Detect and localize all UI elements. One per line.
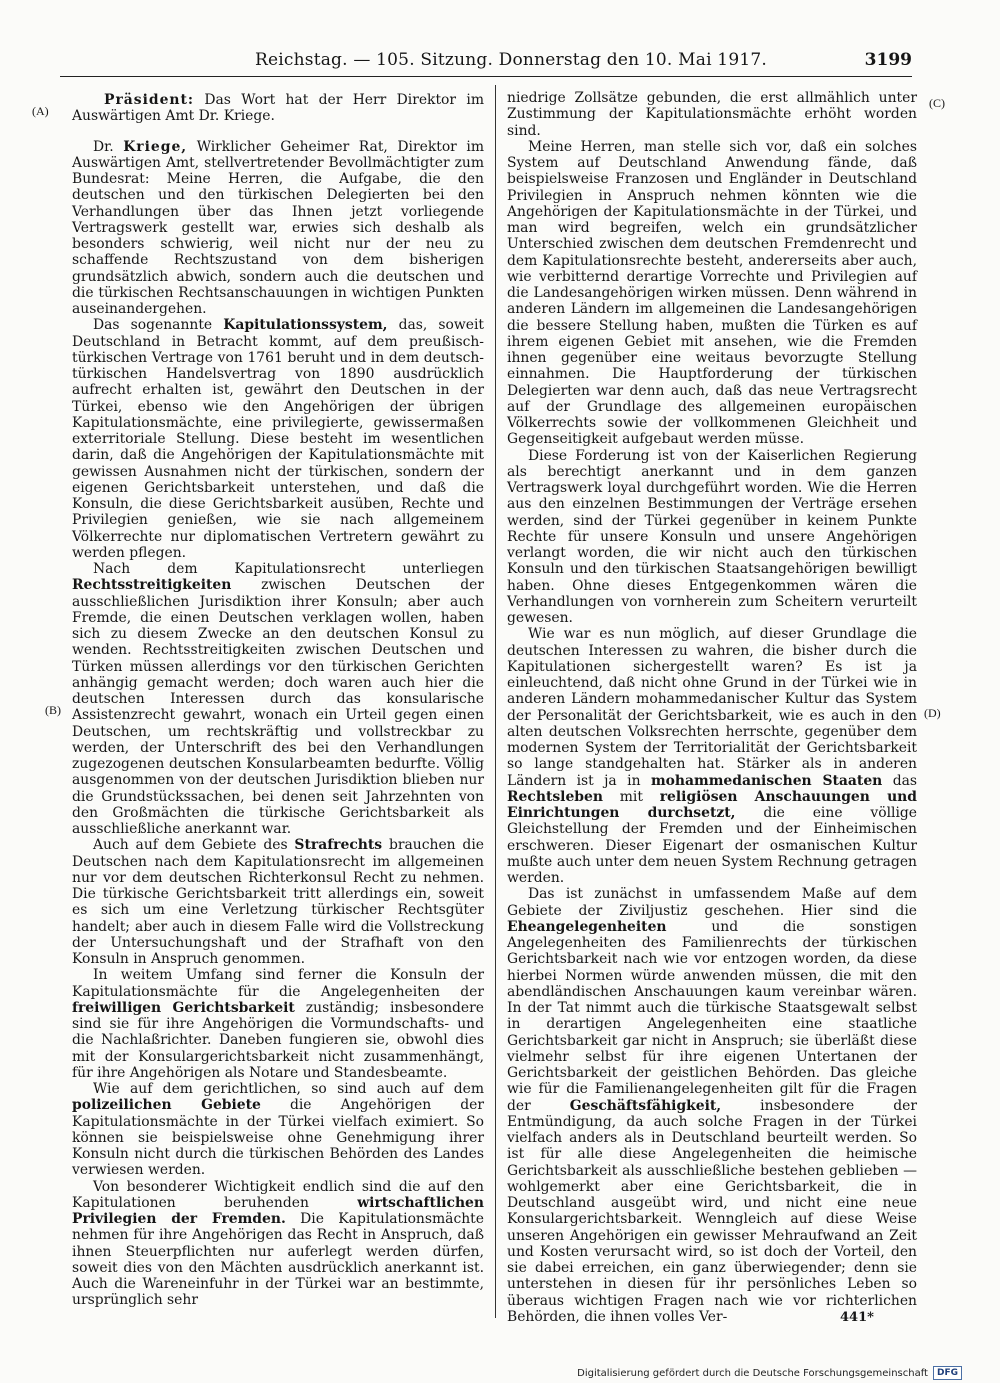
left-column [72,92,484,1309]
emphasis: mohammedanischen Staaten [650,772,883,789]
paragraph [72,837,484,967]
speech-text: Nach dem Kapitulationsrecht unterliegen [93,561,484,577]
speech-text: Das Wort hat der Herr Direktor im Auswärtigen Amt Dr. Kriege. [72,92,484,125]
column-divider [495,85,496,1318]
emphasis: Strafrechts [294,837,383,854]
speech-text: Auch auf dem Gebiete des [93,837,295,854]
paragraph [72,1081,484,1179]
speech-text: Wie war es nun möglich, auf dieser Grundlage die deutschen Interessen zu wahren, die bisher durch die Kapitulationen sichergestellt waren? Es ist ja einleuchtend, daß nicht ohne Grund in der Türkei wie in anderen Ländern mohammedanischer Kultur das System der Personalität der Gerichtsbarkeit, wie es auch in den alten deutschen Volksrechten herrschte, gegenüber dem modernen System der Territorialität der Gerichtsbarkeit so lange standgehalten hat. Stärker als in anderen Ländern ist ja in [507,626,917,789]
paragraph [72,139,484,318]
speaker-name: Kriege, [123,138,188,155]
margin-marker-c: (C) [929,96,945,110]
paragraph [507,886,917,1325]
speech-text: zwischen Deutschen der ausschließlichen Jurisdiktion ihrer Konsuln; aber auch Fremde, die einen Deutschen verklagen wollen, haben sich zu diesem Zwecke an den deutschen Konsul zu wenden. Rechtsstreitigkeiten zwischen Deutschen und Türken müssen allerdings vor den türkischen Gerichten anhängig gemacht werden; doch waren auch hier die deutschen Interessen durch das konsularische Assistenzrecht gewahrt, wonach ein Urteil gegen einen Deutschen, um rechtskräftig und vollstreckbar zu werden, der Unterschrift des bei den Verhandlungen zugezogenen deutschen Konsularbeamten bedurfte. Völlig ausgenommen von der deutschen Jurisdiktion blieben nur die Grundstückssachen, bei denen seit Jahrzehnten von den Großmächten die türkische Gerichtsbarkeit als ausschließliche anerkannt war. [72,577,484,837]
speech-text: insbesondere der Entmündigung, da auch solche Fragen in der Türkei vielfach anders als in Deutschland beurteilt werden. So ist für alle diese Angelegenheiten die heimische Gerichtsbarkeit als ausschließliche bestehen geblieben — wohlgemerkt aber eine Gerichtsbarkeit, die in Deutschland ausgeübt wird, und nicht eine neue Konsulargerichtsbarkeit. Wenngleich auf diese Weise unseren Angehörigen ein gewisser Mehraufwand an Zeit und Kosten verursacht wird, so ist doch der Vorteil, den sie dabei erreichen, ein ganz überwiegender; denn sie unterstehen in diesen für ihr persönliches Leben so überaus wichtigen Fragen nach wie vor richterlichen Behörden, die ihnen volles Ver- [507,1097,918,1325]
speech-text: Das ist zunächst in umfassendem Maße auf dem Gebiete der Ziviljustiz geschehen. Hier sind die [507,886,917,919]
paragraph [507,90,917,139]
speaker-name: Präsident: [104,92,195,108]
margin-marker-d: (D) [924,706,941,720]
page-number: 3199 [864,50,912,70]
speech-text: Von besonderer Wichtigkeit endlich sind die auf den Kapitulationen beruhenden [72,1178,484,1211]
emphasis: religiösen Anschauungen und Einrichtungen durchsetzt, [507,788,917,821]
speech-text: Diese Forderung ist von der Kaiserlichen Regierung als berechtigt anerkannt und in dem ganzen Vertragswerk loyal durchgeführt worden. Wie die Herren aus den einzelnen Bestimmungen der Verträge ersehen werden, sind der Türkei gegenüber in keinem Punkte Rechte für unsere Konsuln und unsere Angehörigen verlangt worden, die wir nicht auch den türkischen Konsuln und den türkischen Staatsangehörigen bewilligt haben. Ohne dieses Entgegenkommen wären die Verhandlungen von vornherein zum Scheitern verurteilt gewesen. [507,447,917,626]
speech-text: das, soweit Deutschland in Betracht kommt, auf dem preußisch-türkischen Vertrage von 1761 beruht und in dem deutsch-türkischen Handelsvertrag von 1890 ausdrücklich aufrecht erhalten ist, gewährt den Deutschen in der Türkei, ebenso wie den Angehörigen der übrigen Kapitulationsmächte, eine privilegierte, gewissermaßen exterritoriale Stellung. Diese besteht im wesentlichen darin, daß die Angehörigen der Kapitulationsmächte mit gewissen Ausnahmen nicht der türkischen, sondern der eigenen Gerichtsbarkeit unterstehen, und daß die Konsuln, die diese Gerichtsbarkeit ausüben, Rechte und Privilegien genießen, wie sie nach allgemeinem Völkerrechte nur diplomatischen Vertretern gewährt zu werden pflegen. [72,317,484,561]
emphasis: Kapitulationssystem, [223,317,388,334]
speech-text: das [882,772,917,789]
emphasis: Geschäftsfähigkeit, [569,1097,722,1114]
speech-text: Das sogenannte [93,317,224,334]
speech-text: Die Kapitulationsmächte nehmen für ihre Angehörigen das Recht in Anspruch, daß ihnen Steuerpflichten nur auferlegt werden dürfen, soweit dies von den Mächten ausdrücklich anerkannt ist. Auch die Wareneinfuhr in der Türkei war an bestimmte, ursprünglich sehr [72,1211,484,1309]
margin-marker-b: (B) [45,703,61,717]
speech-text: die Angehörigen der Kapitulationsmächte in der Türkei vielfach eximiert. So können sie beispielsweise ohne Genehmigung ihrer Konsuln nicht durch die türkischen Behörden des Landes verwiesen werden. [72,1097,484,1179]
speech-text: die eine völlige Gleichstellung der Fremden und der Einheimischen erschweren. Dieser Eigenart der osmanischen Kultur mußte auch unter dem neuen System Rechnung getragen werden. [507,805,918,886]
paragraph [72,967,484,1081]
speech-text: niedrige Zollsätze gebunden, die erst allmählich unter Zustimmung der Kapitulationsmächte erhöht worden sind. [507,90,917,139]
emphasis: polizeilichen Gebiete [72,1097,261,1114]
emphasis: Eheangelegenheiten [507,918,667,935]
running-header [60,50,912,74]
paragraph [507,139,917,448]
speech-text: Wirklicher Geheimer Rat, Direktor im Auswärtigen Amt, stellvertretender Bevollmächtigter zum Bundesrat: Meine Herren, die Aufgabe, die den deutschen und den türkischen Delegierten bei den Verhandlungen über das Ihnen jetzt vorliegende Vertragswerk gestellt war, erwies sich deshalb als besonders schwierig, weil nicht nur der neu zu schaffende Rechtszustand von dem bisherigen grundsätzlich abwich, sondern auch die deutschen und die türkischen Rechtsanschauungen in wichtigen Punkten auseinandergehen. [72,138,484,317]
sheet-signature: 441* [840,1310,874,1325]
footer-credit: Digitalisierung gefördert durch die Deutsche Forschungsgemeinschaft [577,1367,928,1379]
paragraph [507,626,917,886]
paragraph [72,92,484,125]
speech-text: In weitem Umfang sind ferner die Konsuln der Kapitulationsmächte für die Angelegenheiten der [72,967,484,1000]
running-title: Reichstag. — 105. Sitzung. Donnerstag den 10. Mai 1917. [255,50,767,70]
emphasis: Rechtsleben [507,788,603,805]
paragraph [72,317,484,561]
speech-text: und die sonstigen Angelegenheiten des Familienrechts der türkischen Gerichtsbarkeit nach wie vor entzogen worden, da diese hierbei Normen würde anwenden müssen, die mit den abendländischen Anschauungen kaum vereinbar wären. In der Tat nimmt auch die türkische Staatsgewalt selbst in derartigen Angelegenheiten eine staatliche Gerichtsbarkeit gar nicht in Anspruch; sie überläßt diese vielmehr selbst für ihre eigenen Untertanen der Gerichtsbarkeit der geistlichen Behörden. Das gleiche wie für die Familienangelegenheiten gilt für die Fragen der [507,918,917,1114]
margin-marker-a: (A) [32,104,49,118]
digitization-footer [577,1366,962,1380]
speech-text: Meine Herren, man stelle sich vor, daß ein solches System auf Deutschland Anwendung fände, daß beispielsweise Franzosen und Engländer in Deutschland Privilegien in Anspruch nehmen könnten wie die Angehörigen der Kapitulationsmächte in der Türkei, und man wird begreifen, welch ein grundsätzlicher Unterschied zwischen dem deutschen Fremdenrecht und dem Kapitulationsrechte besteht, andererseits aber auch, wie verbitternd derartige Vorrechte und Privilegien auf die Landesangehörigen wirken müssen. Denn während in anderen Ländern im allgemeinen die Landesangehörigen die bessere Stellung haben, mußten die Türken es auf ihrem eigenen Gebiet mit ansehen, wie die Fremden ihnen gegenüber eine weitaus bevorzugte Stellung einnahmen. Die Hauptforderung der türkischen Delegierten war denn auch, daß das neue Vertragsrecht auf der Grundlage des allgemeinen europäischen Völkerrechts sowie der vollkommenen Gleichheit und Gegenseitigkeit aufgebaut werden müsse. [507,138,917,448]
emphasis: freiwilligen Gerichtsbarkeit [72,999,295,1016]
dfg-logo-icon: DFG [933,1366,962,1380]
paragraph [72,561,484,837]
speech-text: mit [602,788,660,805]
speech-text: Dr. [93,138,124,155]
speech-text: brauchen die Deutschen nach dem Kapitulationsrecht im allgemeinen nur vor dem deutschen Richterkonsul Recht zu nehmen. Die türkische Gerichtsbarkeit tritt allerdings ein, soweit es sich um eine Verletzung türkischer Rechtsgüter handelt; aber auch in diesem Falle wird die Vollstreckung der Untersuchungshaft und der Strafhaft von den Konsuln in Anspruch genommen. [72,837,484,967]
emphasis: Rechtsstreitigkeiten [72,577,232,594]
right-column [507,90,917,1325]
header-rule [60,76,912,77]
paragraph [72,1179,484,1309]
paragraph [507,448,917,627]
speech-text: Wie auf dem gerichtlichen, so sind auch auf dem [93,1081,484,1097]
emphasis: wirtschaftlichen Privilegien der Fremden. [72,1194,484,1227]
speech-text: zuständig; insbesondere sind sie für ihre Angehörigen die Vormundschafts- und die Nachlaßrichter. Daneben fungieren sie, obwohl dies mit der Konsulargerichtsbarkeit nicht zusammenhängt, für ihre Angehörigen als Notare und Standesbeamte. [72,999,484,1081]
